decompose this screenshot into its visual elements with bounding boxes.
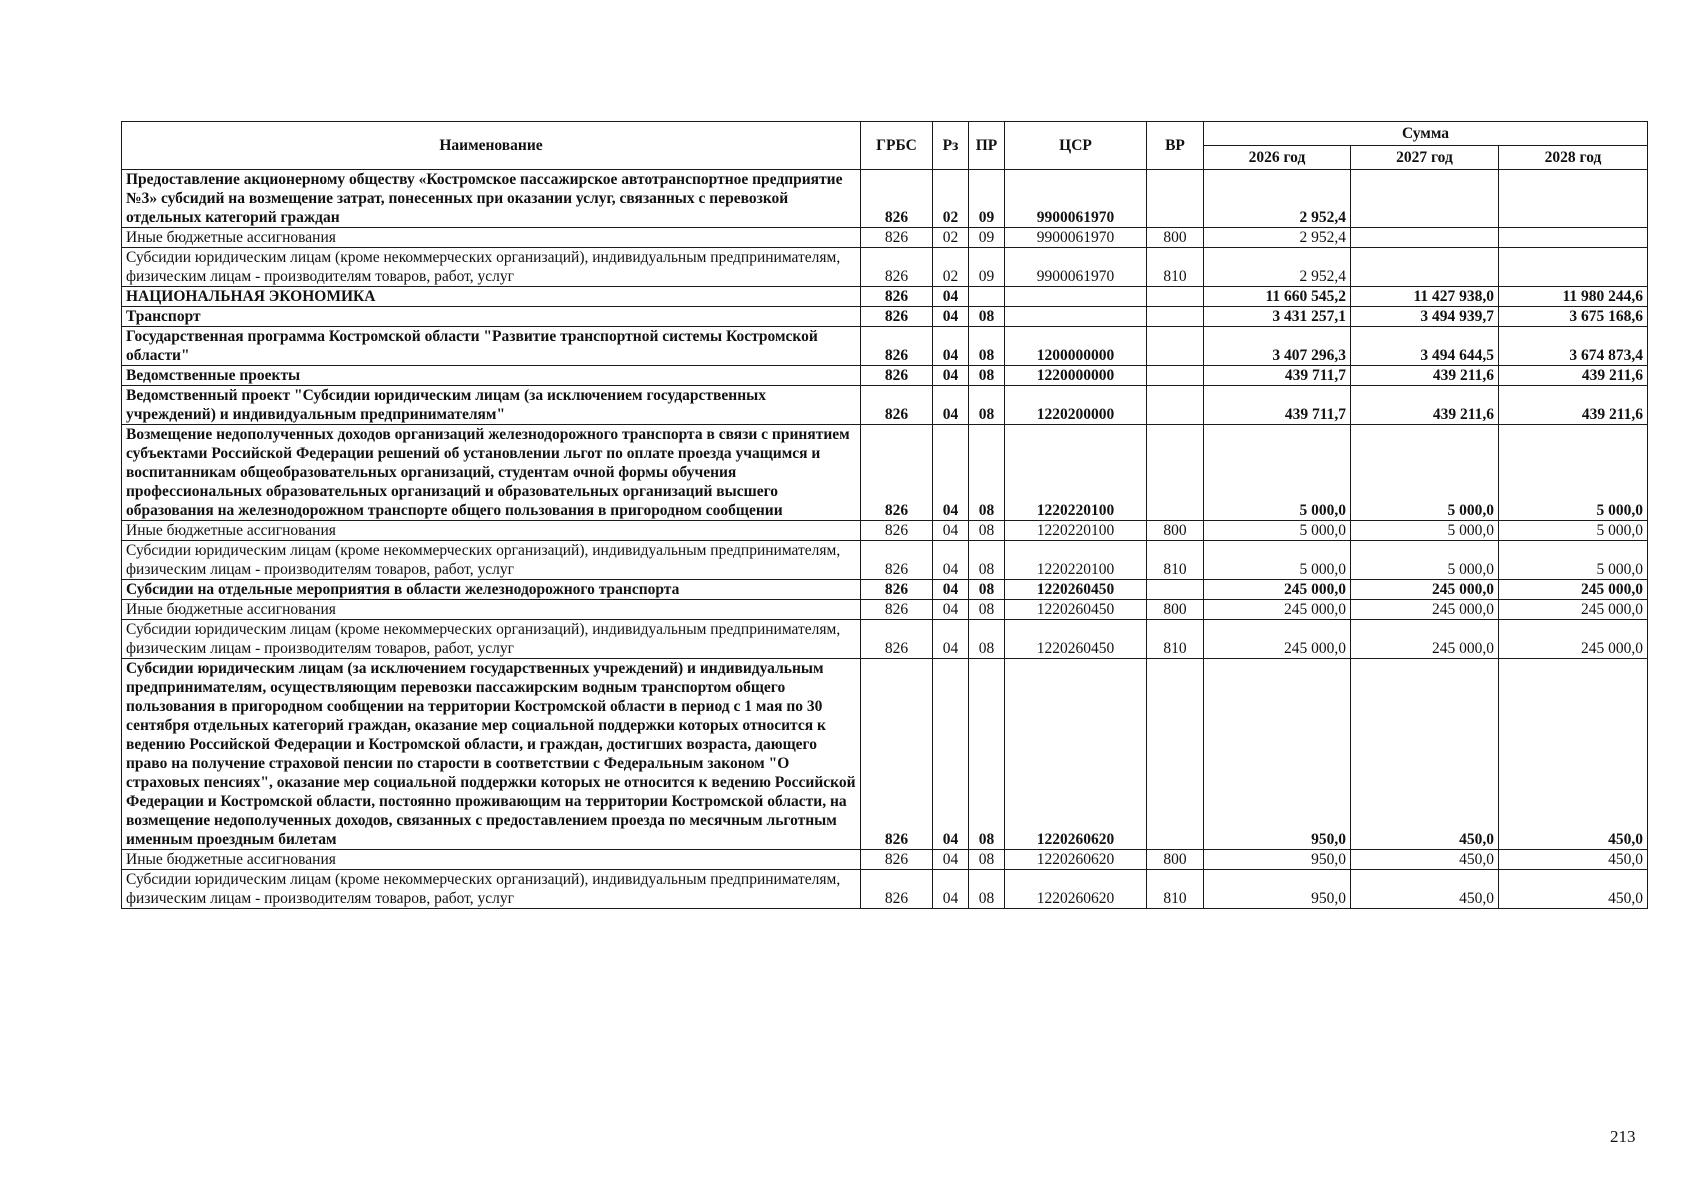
header-name: Наименование	[122, 122, 861, 170]
row-sum-2027-cell: 5 000,0	[1351, 521, 1499, 541]
row-grbs-cell: 826	[861, 170, 933, 228]
row-csr-cell: 1200000000	[1005, 327, 1147, 366]
row-csr-cell: 1220000000	[1005, 366, 1147, 386]
row-vr-cell: 800	[1147, 228, 1204, 248]
row-csr-cell: 1220260450	[1005, 600, 1147, 620]
row-csr-cell: 1220260450	[1005, 580, 1147, 600]
table-row	[122, 287, 1648, 307]
row-vr-cell: 810	[1147, 870, 1204, 909]
row-rz-cell: 04	[933, 541, 969, 580]
row-rz-cell: 04	[933, 287, 969, 307]
table-row	[122, 425, 1648, 521]
row-vr-cell	[1147, 327, 1204, 366]
row-name-cell: Иные бюджетные ассигнования	[122, 600, 861, 620]
row-pr-cell: 08	[969, 850, 1005, 870]
row-pr-cell: 09	[969, 248, 1005, 287]
row-rz-cell: 04	[933, 600, 969, 620]
row-grbs-cell: 826	[861, 366, 933, 386]
table-body	[122, 170, 1648, 909]
row-name-cell: Ведомственные проекты	[122, 366, 861, 386]
row-grbs-cell: 826	[861, 850, 933, 870]
row-grbs-cell: 826	[861, 228, 933, 248]
row-csr-cell: 1220200000	[1005, 386, 1147, 425]
table-row	[122, 659, 1648, 850]
row-vr-cell	[1147, 386, 1204, 425]
row-rz-cell: 04	[933, 366, 969, 386]
row-vr-cell: 800	[1147, 850, 1204, 870]
table-row	[122, 580, 1648, 600]
row-sum-2026-cell: 2 952,4	[1204, 170, 1351, 228]
row-grbs-cell: 826	[861, 425, 933, 521]
row-rz-cell: 04	[933, 580, 969, 600]
row-rz-cell: 04	[933, 659, 969, 850]
row-name-cell: Государственная программа Костромской области "Развитие транспортной системы Костромской области"	[122, 327, 861, 366]
row-csr-cell: 1220260620	[1005, 850, 1147, 870]
table-row	[122, 541, 1648, 580]
table-row	[122, 386, 1648, 425]
row-csr-cell: 1220260620	[1005, 870, 1147, 909]
row-pr-cell: 08	[969, 366, 1005, 386]
row-rz-cell: 04	[933, 386, 969, 425]
row-pr-cell: 08	[969, 580, 1005, 600]
row-sum-2026-cell: 2 952,4	[1204, 228, 1351, 248]
table-row	[122, 600, 1648, 620]
row-grbs-cell: 826	[861, 600, 933, 620]
row-vr-cell	[1147, 307, 1204, 327]
table-row	[122, 307, 1648, 327]
table-row	[122, 521, 1648, 541]
row-grbs-cell: 826	[861, 327, 933, 366]
row-sum-2028-cell	[1499, 248, 1648, 287]
header-pr: ПР	[969, 122, 1005, 170]
row-name-cell: Иные бюджетные ассигнования	[122, 850, 861, 870]
row-pr-cell: 09	[969, 170, 1005, 228]
row-sum-2028-cell	[1499, 170, 1648, 228]
row-pr-cell: 08	[969, 659, 1005, 850]
row-sum-2027-cell	[1351, 228, 1499, 248]
row-pr-cell: 08	[969, 541, 1005, 580]
row-grbs-cell: 826	[861, 870, 933, 909]
row-grbs-cell: 826	[861, 659, 933, 850]
row-name-cell: Предоставление акционерному обществу «Костромское пассажирское автотранспортное предприятие №3» субсидий на возмещение затрат, понесенных при оказании услуг, связанных с перевозкой отдельных категорий граждан	[122, 170, 861, 228]
row-rz-cell: 04	[933, 307, 969, 327]
table-row	[122, 327, 1648, 366]
row-rz-cell: 04	[933, 425, 969, 521]
row-sum-2026-cell: 950,0	[1204, 870, 1351, 909]
row-sum-2027-cell: 11 427 938,0	[1351, 287, 1499, 307]
row-sum-2027-cell: 439 211,6	[1351, 366, 1499, 386]
row-vr-cell: 800	[1147, 521, 1204, 541]
row-csr-cell	[1005, 307, 1147, 327]
row-sum-2028-cell: 245 000,0	[1499, 620, 1648, 659]
row-name-cell: Ведомственный проект "Субсидии юридическим лицам (за исключением государственных учреждений) и индивидуальным предпринимателям"	[122, 386, 861, 425]
row-pr-cell: 09	[969, 228, 1005, 248]
row-vr-cell: 810	[1147, 248, 1204, 287]
row-pr-cell: 08	[969, 307, 1005, 327]
row-name-cell: Субсидии на отдельные мероприятия в области железнодорожного транспорта	[122, 580, 861, 600]
page-number: 213	[1610, 1127, 1636, 1146]
row-sum-2027-cell: 3 494 939,7	[1351, 307, 1499, 327]
header-grbs: ГРБС	[861, 122, 933, 170]
row-sum-2027-cell	[1351, 170, 1499, 228]
header-csr: ЦСР	[1005, 122, 1147, 170]
row-sum-2027-cell: 450,0	[1351, 850, 1499, 870]
row-csr-cell: 1220220100	[1005, 425, 1147, 521]
budget-table	[121, 121, 1648, 909]
row-pr-cell: 08	[969, 620, 1005, 659]
row-pr-cell: 08	[969, 600, 1005, 620]
row-sum-2026-cell: 950,0	[1204, 659, 1351, 850]
row-rz-cell: 04	[933, 850, 969, 870]
row-sum-2028-cell: 439 211,6	[1499, 386, 1648, 425]
row-sum-2026-cell: 5 000,0	[1204, 521, 1351, 541]
row-sum-2028-cell: 11 980 244,6	[1499, 287, 1648, 307]
row-vr-cell	[1147, 170, 1204, 228]
row-sum-2026-cell: 950,0	[1204, 850, 1351, 870]
row-sum-2028-cell: 450,0	[1499, 659, 1648, 850]
row-sum-2027-cell: 245 000,0	[1351, 580, 1499, 600]
row-rz-cell: 04	[933, 327, 969, 366]
row-name-cell: Иные бюджетные ассигнования	[122, 228, 861, 248]
row-sum-2027-cell: 439 211,6	[1351, 386, 1499, 425]
row-sum-2027-cell: 450,0	[1351, 659, 1499, 850]
row-grbs-cell: 826	[861, 580, 933, 600]
table-row	[122, 248, 1648, 287]
row-vr-cell: 810	[1147, 620, 1204, 659]
row-grbs-cell: 826	[861, 307, 933, 327]
row-pr-cell: 08	[969, 327, 1005, 366]
row-vr-cell	[1147, 425, 1204, 521]
row-sum-2026-cell: 3 431 257,1	[1204, 307, 1351, 327]
row-grbs-cell: 826	[861, 287, 933, 307]
row-pr-cell: 08	[969, 425, 1005, 521]
table-row	[122, 620, 1648, 659]
row-grbs-cell: 826	[861, 386, 933, 425]
row-rz-cell: 02	[933, 170, 969, 228]
row-sum-2027-cell: 450,0	[1351, 870, 1499, 909]
row-sum-2028-cell: 3 674 873,4	[1499, 327, 1648, 366]
row-sum-2026-cell: 5 000,0	[1204, 425, 1351, 521]
row-sum-2028-cell	[1499, 228, 1648, 248]
row-sum-2028-cell: 450,0	[1499, 870, 1648, 909]
row-vr-cell: 800	[1147, 600, 1204, 620]
row-name-cell: Субсидии юридическим лицам (кроме некоммерческих организаций), индивидуальным предпринимателям, физическим лицам - производителям товаров, работ, услуг	[122, 541, 861, 580]
header-rz: Рз	[933, 122, 969, 170]
row-csr-cell: 1220260620	[1005, 659, 1147, 850]
row-sum-2026-cell: 3 407 296,3	[1204, 327, 1351, 366]
row-rz-cell: 04	[933, 521, 969, 541]
row-csr-cell: 1220220100	[1005, 541, 1147, 580]
row-sum-2027-cell: 245 000,0	[1351, 620, 1499, 659]
row-sum-2027-cell: 245 000,0	[1351, 600, 1499, 620]
row-name-cell: Субсидии юридическим лицам (за исключением государственных учреждений) и индивидуальным предпринимателям, осуществляющим перевозки пассажирским водным транспортом общего пользования в пригородном сообщении на территории Костромской области в период с 1 мая по 30 сентября отдельных категорий граждан, оказание мер социальной поддержки которых относится к ведению Российской Федерации и Костромской области, и граждан, достигших возраста, дающего право на получение страховой пенсии по старости в соответствии с Федеральным законом "О страховых пенсиях", оказание мер социальной поддержки которых не относится к ведению Российской Федерации и Костромской области, постоянно проживающим на территории Костромской области, на возмещение недополученных доходов, связанных с предоставлением проезда по месячным льготным именным проездным билетам	[122, 659, 861, 850]
header-sum: Сумма	[1204, 122, 1648, 146]
row-pr-cell	[969, 287, 1005, 307]
row-sum-2026-cell: 245 000,0	[1204, 620, 1351, 659]
row-name-cell: Субсидии юридическим лицам (кроме некоммерческих организаций), индивидуальным предпринимателям, физическим лицам - производителям товаров, работ, услуг	[122, 870, 861, 909]
row-sum-2026-cell: 439 711,7	[1204, 366, 1351, 386]
row-csr-cell: 9900061970	[1005, 248, 1147, 287]
header-year-2026: 2026 год	[1204, 146, 1351, 170]
row-csr-cell: 9900061970	[1005, 228, 1147, 248]
row-sum-2026-cell: 2 952,4	[1204, 248, 1351, 287]
row-sum-2028-cell: 5 000,0	[1499, 425, 1648, 521]
row-sum-2026-cell: 439 711,7	[1204, 386, 1351, 425]
row-vr-cell	[1147, 580, 1204, 600]
row-rz-cell: 04	[933, 620, 969, 659]
row-rz-cell: 02	[933, 228, 969, 248]
row-vr-cell	[1147, 287, 1204, 307]
row-name-cell: Транспорт	[122, 307, 861, 327]
row-name-cell: Возмещение недополученных доходов организаций железнодорожного транспорта в связи с принятием субъектами Российской Федерации решений об установлении льгот по оплате проезда учащимся и воспитанникам общеобразовательных организаций, студентам очной формы обучения профессиональных образовательных организаций и образовательных организаций высшего образования на железнодорожном транспорте общего пользования в пригородном сообщении	[122, 425, 861, 521]
row-name-cell: Субсидии юридическим лицам (кроме некоммерческих организаций), индивидуальным предпринимателям, физическим лицам - производителям товаров, работ, услуг	[122, 620, 861, 659]
row-sum-2028-cell: 245 000,0	[1499, 600, 1648, 620]
table-row	[122, 850, 1648, 870]
row-sum-2026-cell: 5 000,0	[1204, 541, 1351, 580]
row-grbs-cell: 826	[861, 541, 933, 580]
header-year-2027: 2027 год	[1351, 146, 1499, 170]
row-sum-2026-cell: 11 660 545,2	[1204, 287, 1351, 307]
row-vr-cell	[1147, 659, 1204, 850]
row-sum-2026-cell: 245 000,0	[1204, 580, 1351, 600]
row-sum-2028-cell: 450,0	[1499, 850, 1648, 870]
row-sum-2028-cell: 5 000,0	[1499, 541, 1648, 580]
row-csr-cell	[1005, 287, 1147, 307]
header-year-2028: 2028 год	[1499, 146, 1648, 170]
row-name-cell: Иные бюджетные ассигнования	[122, 521, 861, 541]
row-grbs-cell: 826	[861, 620, 933, 659]
row-name-cell: Субсидии юридическим лицам (кроме некоммерческих организаций), индивидуальным предпринимателям, физическим лицам - производителям товаров, работ, услуг	[122, 248, 861, 287]
row-sum-2027-cell: 5 000,0	[1351, 425, 1499, 521]
row-sum-2027-cell	[1351, 248, 1499, 287]
row-name-cell: НАЦИОНАЛЬНАЯ ЭКОНОМИКА	[122, 287, 861, 307]
row-csr-cell: 9900061970	[1005, 170, 1147, 228]
row-rz-cell: 02	[933, 248, 969, 287]
row-sum-2027-cell: 5 000,0	[1351, 541, 1499, 580]
row-pr-cell: 08	[969, 870, 1005, 909]
row-sum-2028-cell: 3 675 168,6	[1499, 307, 1648, 327]
row-grbs-cell: 826	[861, 521, 933, 541]
row-vr-cell	[1147, 366, 1204, 386]
row-sum-2027-cell: 3 494 644,5	[1351, 327, 1499, 366]
row-sum-2026-cell: 245 000,0	[1204, 600, 1351, 620]
table-row	[122, 366, 1648, 386]
row-rz-cell: 04	[933, 870, 969, 909]
row-grbs-cell: 826	[861, 248, 933, 287]
row-csr-cell: 1220220100	[1005, 521, 1147, 541]
row-vr-cell: 810	[1147, 541, 1204, 580]
table-row	[122, 870, 1648, 909]
row-csr-cell: 1220260450	[1005, 620, 1147, 659]
row-sum-2028-cell: 5 000,0	[1499, 521, 1648, 541]
header-vr: ВР	[1147, 122, 1204, 170]
row-pr-cell: 08	[969, 386, 1005, 425]
table-row	[122, 228, 1648, 248]
row-pr-cell: 08	[969, 521, 1005, 541]
row-sum-2028-cell: 245 000,0	[1499, 580, 1648, 600]
row-sum-2028-cell: 439 211,6	[1499, 366, 1648, 386]
table-row	[122, 170, 1648, 228]
